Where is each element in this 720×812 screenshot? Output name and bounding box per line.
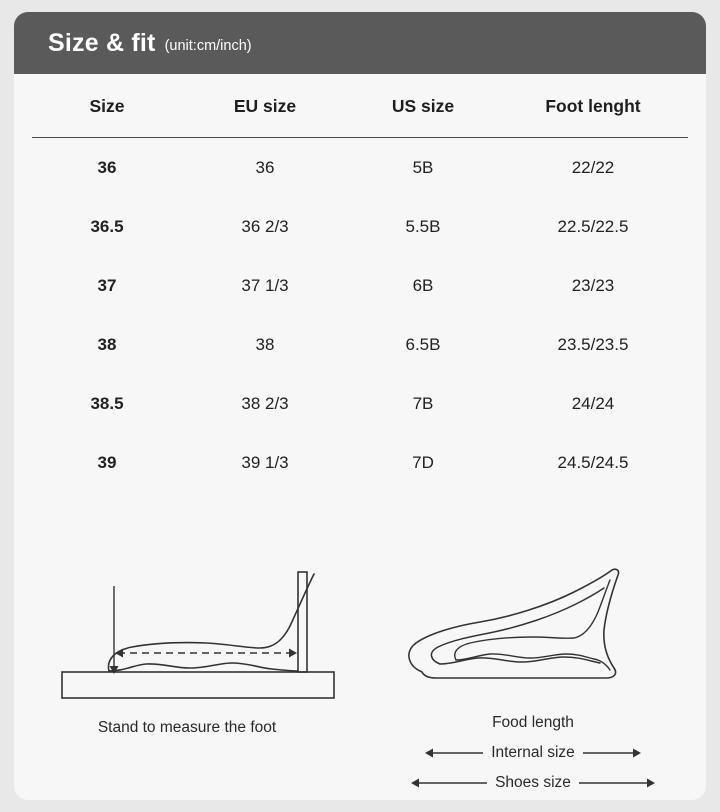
cell-eu-size: 36 2/3	[241, 216, 289, 236]
cell-size: 36.5	[90, 216, 124, 236]
column-header-foot-length: Foot lenght	[498, 74, 688, 138]
diagram-section	[14, 564, 706, 800]
shoes-size-measure	[360, 774, 706, 792]
unit-note: (unit:cm/inch)	[164, 38, 252, 54]
table-row	[32, 197, 688, 256]
table-row	[32, 315, 688, 374]
cell-size: 38.5	[90, 393, 124, 413]
cell-foot-length: 22/22	[571, 157, 615, 177]
shoe-section-illustration	[360, 564, 706, 714]
cell-eu-size: 37 1/3	[241, 275, 289, 295]
cell-us-size: 5B	[412, 157, 434, 177]
column-header-eu-size: EU size	[182, 74, 348, 138]
cell-size: 38	[97, 334, 117, 354]
cell-eu-size: 38 2/3	[241, 393, 289, 413]
arrow-left-icon	[423, 747, 483, 759]
page-title: Size & fit	[48, 28, 156, 57]
cell-foot-length: 23/23	[571, 275, 615, 295]
cell-foot-length: 22.5/22.5	[557, 216, 629, 236]
size-fit-card	[14, 12, 706, 800]
internal-size-measure	[360, 744, 706, 762]
cell-foot-length: 24.5/24.5	[557, 452, 629, 472]
arrow-right-icon	[583, 747, 643, 759]
cell-eu-size: 39 1/3	[241, 452, 289, 472]
internal-size-label: Internal size	[491, 744, 575, 761]
table-row	[32, 138, 688, 198]
cell-foot-length: 23.5/23.5	[557, 334, 629, 354]
cell-size: 37	[97, 275, 117, 295]
cell-size: 39	[97, 452, 117, 472]
cell-us-size: 7D	[412, 452, 434, 472]
shoe-measure-diagram	[360, 564, 706, 800]
left-diagram-caption: Stand to measure the foot	[97, 719, 277, 736]
table-row	[32, 374, 688, 433]
column-header-size: Size	[32, 74, 182, 138]
cell-us-size: 6B	[412, 275, 434, 295]
right-diagram-caption: Food length	[492, 714, 574, 731]
cell-size: 36	[97, 157, 117, 177]
card-header	[14, 12, 706, 74]
cell-us-size: 6.5B	[405, 334, 441, 354]
cell-eu-size: 36	[255, 157, 275, 177]
cell-us-size: 7B	[412, 393, 434, 413]
arrow-left-icon	[409, 777, 487, 789]
arrow-right-icon	[579, 777, 657, 789]
table-row	[32, 256, 688, 315]
cell-foot-length: 24/24	[571, 393, 615, 413]
cell-us-size: 5.5B	[405, 216, 441, 236]
table-header-row	[32, 74, 688, 138]
foot-measure-diagram	[14, 564, 360, 800]
shoes-size-label: Shoes size	[495, 774, 571, 791]
size-table	[32, 74, 688, 492]
standing-foot-illustration	[14, 564, 360, 714]
cell-eu-size: 38	[255, 334, 275, 354]
table-row	[32, 433, 688, 492]
column-header-us-size: US size	[348, 74, 498, 138]
